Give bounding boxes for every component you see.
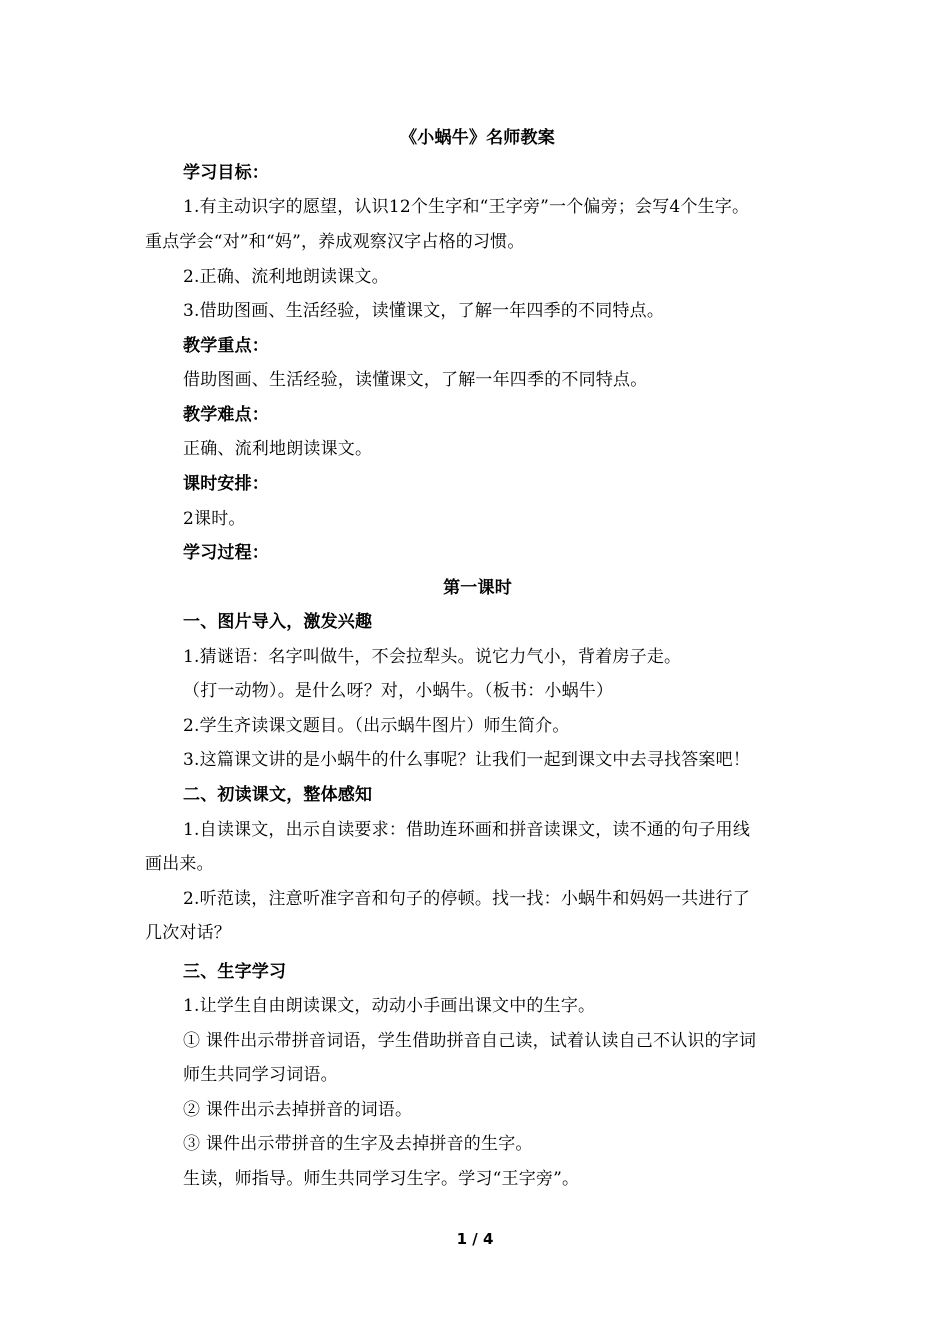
paragraph-line: ① 课件出示带拼音词语，学生借助拼音自己读，试着认读自己不认识的字词 bbox=[183, 1031, 757, 1051]
paragraph-line: 3.借助图画、生活经验，读懂课文，了解一年四季的不同特点。 bbox=[183, 301, 665, 321]
heading-learning-process: 学习过程： bbox=[183, 543, 269, 563]
paragraph-line: 2.听范读，注意听准字音和句子的停顿。找一找：小蜗牛和妈妈一共进行了 bbox=[183, 889, 751, 909]
paragraph-line: 1.让学生自由朗读课文，动动小手画出课文中的生字。 bbox=[183, 996, 596, 1016]
paragraph-line: 1.猜谜语：名字叫做牛，不会拉犁头。说它力气小，背着房子走。 bbox=[183, 647, 682, 667]
paragraph-line: 3.这篇课文讲的是小蜗牛的什么事呢？让我们一起到课文中去寻找答案吧！ bbox=[183, 750, 751, 770]
paragraph-line: ③ 课件出示带拼音的生字及去掉拼音的生字。 bbox=[183, 1134, 533, 1154]
paragraph-line: 借助图画、生活经验，读懂课文，了解一年四季的不同特点。 bbox=[183, 370, 648, 390]
section-heading-3: 三、生字学习 bbox=[183, 962, 287, 982]
heading-teaching-focus: 教学重点： bbox=[183, 336, 269, 356]
paragraph-line: 2.正确、流利地朗读课文。 bbox=[183, 267, 389, 287]
paragraph-line: 几次对话？ bbox=[145, 923, 231, 943]
paragraph-line: 师生共同学习词语。 bbox=[183, 1065, 338, 1085]
section-heading-2: 二、初读课文，整体感知 bbox=[183, 785, 373, 805]
paragraph-line: 重点学会“对”和“妈”，养成观察汉字占格的习惯。 bbox=[145, 232, 525, 252]
heading-teaching-difficulty: 教学难点： bbox=[183, 405, 269, 425]
paragraph-line: 正确、流利地朗读课文。 bbox=[183, 439, 373, 459]
paragraph-line: ② 课件出示去掉拼音的词语。 bbox=[183, 1100, 413, 1120]
page-indicator: 1 / 4 bbox=[456, 1230, 494, 1248]
paragraph-line: （打一动物）。是什么呀？对，小蜗牛。（板书：小蜗牛） bbox=[183, 681, 614, 701]
paragraph-line: 画出来。 bbox=[145, 854, 214, 874]
document-title: 《小蜗牛》名师教案 bbox=[400, 128, 555, 148]
paragraph-line: 1.自读课文，出示自读要求：借助连环画和拼音读课文，读不通的句子用线 bbox=[183, 820, 751, 840]
paragraph-line: 1.有主动识字的愿望，认识12个生字和“王字旁”一个偏旁；会写4个生字。 bbox=[183, 197, 750, 217]
subheading-first-lesson: 第一课时 bbox=[443, 578, 512, 598]
section-heading-1: 一、图片导入，激发兴趣 bbox=[183, 612, 373, 632]
paragraph-line: 生读，师指导。师生共同学习生字。学习“王字旁”。 bbox=[183, 1169, 580, 1189]
heading-learning-goals: 学习目标： bbox=[183, 163, 269, 183]
paragraph-line: 2课时。 bbox=[183, 509, 246, 529]
heading-schedule: 课时安排： bbox=[183, 474, 269, 494]
paragraph-line: 2.学生齐读课文题目。（出示蜗牛图片）师生简介。 bbox=[183, 716, 570, 736]
